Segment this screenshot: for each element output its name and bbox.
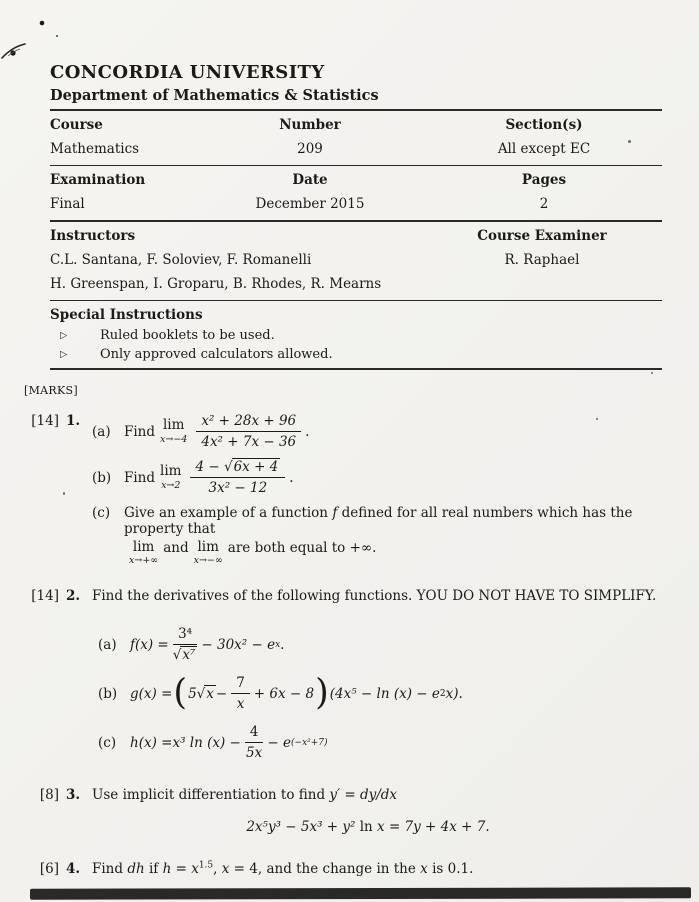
lim-word: lim: [197, 539, 219, 555]
triangle-bullet-icon: ▷: [60, 330, 68, 341]
part-label: (c): [98, 734, 117, 751]
radical-sign: √: [223, 459, 233, 475]
part-label: (a): [98, 636, 117, 653]
special-instructions-label: Special Instructions: [50, 307, 203, 323]
instructors-label: Instructors: [50, 228, 136, 244]
date-label: Date: [292, 172, 328, 188]
examination-value: Final: [50, 196, 85, 212]
sentence-text: is 0.1.: [432, 861, 474, 878]
fraction-numerator: 7: [231, 675, 250, 694]
divider: [50, 165, 662, 166]
variable: x: [420, 861, 428, 878]
empty-cell: [422, 272, 662, 296]
question-2-body: [92, 588, 684, 761]
question-2-stem: Find the derivatives of the following functions. YOU DO NOT HAVE TO SIMPLIFY.: [92, 588, 657, 605]
square-root: [197, 686, 216, 702]
triangle-bullet-icon: ▷: [60, 348, 68, 360]
number-value: 209: [297, 141, 323, 157]
instructors-names-line2: H. Greenspan, I. Groparu, B. Rhodes, R. Mearns: [50, 276, 382, 292]
part-label: (b): [92, 469, 112, 486]
question-3-equation: [92, 819, 684, 835]
question-1-number: 1.: [66, 413, 81, 429]
expression-text: − 30x² − e: [201, 636, 276, 653]
fraction: [190, 459, 285, 496]
question-2-number: 2.: [66, 588, 81, 605]
question-1: [24, 413, 684, 566]
fraction-numerator: x² + 28x + 96: [196, 413, 301, 432]
comma: ,: [213, 861, 218, 878]
part-label: (c): [92, 505, 111, 521]
open-paren: (: [173, 672, 188, 714]
sentence-text: Find: [92, 861, 124, 878]
radical-sign: √: [172, 647, 182, 664]
find-text: Find: [124, 423, 156, 440]
limit-operator: [160, 464, 181, 490]
expression-text: + 6x − 8: [253, 685, 315, 702]
expression-text: x³ ln (x) −: [172, 734, 241, 751]
function-f: f: [332, 505, 338, 521]
fraction-denominator: 4x² + 7x − 36: [201, 434, 297, 450]
question-3-marks: [8]: [39, 787, 59, 804]
question-3-body: [92, 787, 684, 835]
limit-subscript: x→−4: [160, 433, 188, 445]
question-2: [24, 588, 684, 761]
instruction-text: Ruled booklets to be used.: [100, 328, 275, 343]
examiner-name: R. Raphael: [504, 252, 580, 268]
scan-speck: [596, 418, 598, 420]
limit-operator: [129, 540, 158, 566]
question-1-body: [92, 413, 684, 566]
part-label: (a): [92, 423, 111, 440]
expression-text: x).: [445, 685, 463, 702]
square-root: [173, 647, 198, 663]
variable: x: [221, 861, 230, 878]
question-1c-line2: [124, 540, 684, 566]
spacer: [92, 604, 684, 612]
pages-label: Pages: [521, 172, 567, 188]
number-label: Number: [279, 117, 341, 133]
course-examiner-label: Course Examiner: [477, 228, 607, 244]
department-name: Department of Mathematics & Statistics: [50, 87, 379, 104]
instruction-text: Only approved calculators allowed.: [100, 346, 333, 362]
sections-label: Section(s): [505, 117, 583, 133]
question-3-stem: [92, 787, 684, 803]
function-lhs: g(x) =: [130, 685, 173, 702]
fraction: [245, 724, 264, 761]
question-4-marks: [6]: [39, 861, 59, 878]
equals-sign: =: [175, 861, 187, 878]
scanner-edge-artifact: [30, 887, 691, 899]
instruction-item: [50, 346, 662, 365]
period: .: [280, 636, 285, 653]
instructors-names-line1: C.L. Santana, F. Soloviev, F. Romanelli: [50, 252, 312, 268]
limit-operator: [194, 540, 223, 566]
question-1c-text: [124, 505, 684, 566]
instructors-table: [50, 224, 662, 296]
variable: x: [191, 861, 199, 878]
divider: [50, 109, 662, 111]
sentence-text: Use implicit differentiation to find: [92, 787, 326, 804]
limit-operator: [160, 418, 187, 444]
question-1c-line1: [124, 505, 684, 537]
question-3: [24, 787, 684, 835]
sentence-text: are both equal to +∞.: [227, 540, 377, 556]
university-name: CONCORDIA UNIVERSITY: [50, 62, 325, 83]
fraction-numerator: 4: [245, 724, 264, 743]
question-4-body: [92, 861, 684, 877]
function-lhs: h(x) =: [130, 734, 173, 751]
numerator-text: 4 −: [195, 459, 220, 475]
document-header-block: [50, 62, 662, 372]
date-value: December 2015: [255, 196, 365, 212]
fraction-denominator: 3x² − 12: [208, 480, 268, 496]
lim-word: lim: [162, 417, 185, 434]
instruction-item: [50, 327, 662, 346]
question-1-marks: [14]: [31, 413, 59, 429]
sentence-text: = 4, and the change in the: [233, 861, 416, 878]
fraction: [173, 626, 198, 663]
part-label: (b): [98, 685, 118, 702]
equation-part: x = 7y + 4x + 7.: [377, 819, 490, 836]
exponent: 1.5: [198, 860, 214, 871]
radicand: x: [206, 685, 214, 702]
function-lhs: f(x) =: [130, 636, 169, 653]
sentence-text: defined for all real numbers which has the property that: [124, 505, 633, 537]
fraction: [231, 675, 250, 712]
fraction: [196, 413, 301, 450]
variable: dh: [127, 861, 145, 878]
period: .: [289, 469, 294, 486]
pages-value: 2: [539, 196, 549, 212]
divider: [50, 368, 662, 370]
ln-operator: ln: [359, 819, 373, 836]
scan-speck: [628, 140, 631, 143]
divider: [50, 300, 662, 301]
equation-part: 2x⁵y³ − 5x³ + y²: [246, 819, 356, 836]
derivative-notation: y′ = dy/dx: [329, 787, 398, 804]
divider: [50, 220, 662, 222]
sentence-text: Give an example of a function: [124, 505, 329, 521]
fraction-numerator: 3⁴: [173, 626, 198, 645]
scan-speck: [651, 372, 653, 374]
minus-sign: −: [215, 685, 228, 702]
question-2c: (c) h(x) = x³ ln (x) − $\frac{4}{5x}$ − e (−x²+7): [98, 724, 328, 762]
exam-info-table: [50, 168, 662, 216]
sentence-text: if: [148, 861, 159, 878]
radicand: x⁷: [182, 647, 196, 664]
fraction-numerator: [190, 459, 285, 478]
find-text: Find: [124, 469, 156, 486]
period: .: [305, 423, 310, 440]
fraction-denominator: 5x: [246, 745, 263, 762]
course-info-table: [50, 113, 662, 161]
expression-text: − e: [267, 734, 292, 751]
close-paren: ): [315, 672, 329, 714]
questions-section: [24, 384, 684, 877]
examination-label: Examination: [50, 172, 146, 188]
limit-subscript: x→−∞: [193, 555, 223, 567]
radical-sign: √: [196, 685, 206, 702]
scan-speck: [63, 492, 65, 495]
question-3-number: 3.: [66, 787, 81, 804]
question-1b: [92, 459, 684, 496]
lim-word: lim: [160, 463, 182, 480]
square-root: [224, 459, 280, 475]
and-text: and: [163, 540, 189, 556]
fraction-denominator: [173, 645, 198, 663]
question-4: [24, 861, 684, 877]
limit-subscript: x→+∞: [129, 555, 159, 567]
limit-subscript: x→2: [161, 479, 181, 491]
course-label: Course: [50, 117, 103, 133]
coefficient: 5: [188, 685, 197, 702]
sections-value: All except EC: [497, 141, 591, 157]
question-4-number: 4.: [66, 861, 81, 878]
marks-column-label: [MARKS]: [24, 384, 78, 397]
question-1c: [92, 505, 684, 566]
question-2b: (b) g(x) = ( 5 √x − $\frac{7}{x}$ + 6x − 8 ) (4x⁵ − ln (x) − e 2 x).: [98, 672, 463, 714]
lim-word: lim: [132, 539, 155, 555]
question-2-marks: [14]: [31, 588, 59, 605]
question-2a: (a) f(x) = $\frac{\text{3⁴}}{\text{√x⁷}}$ − 30x² − e x .: [98, 626, 285, 664]
radicand: 6x + 4: [233, 459, 279, 475]
fraction-denominator: x: [236, 696, 245, 713]
course-value: Mathematics: [50, 141, 140, 157]
variable: h: [162, 861, 172, 878]
expression-text: (4x⁵ − ln (x) − e: [329, 685, 440, 702]
